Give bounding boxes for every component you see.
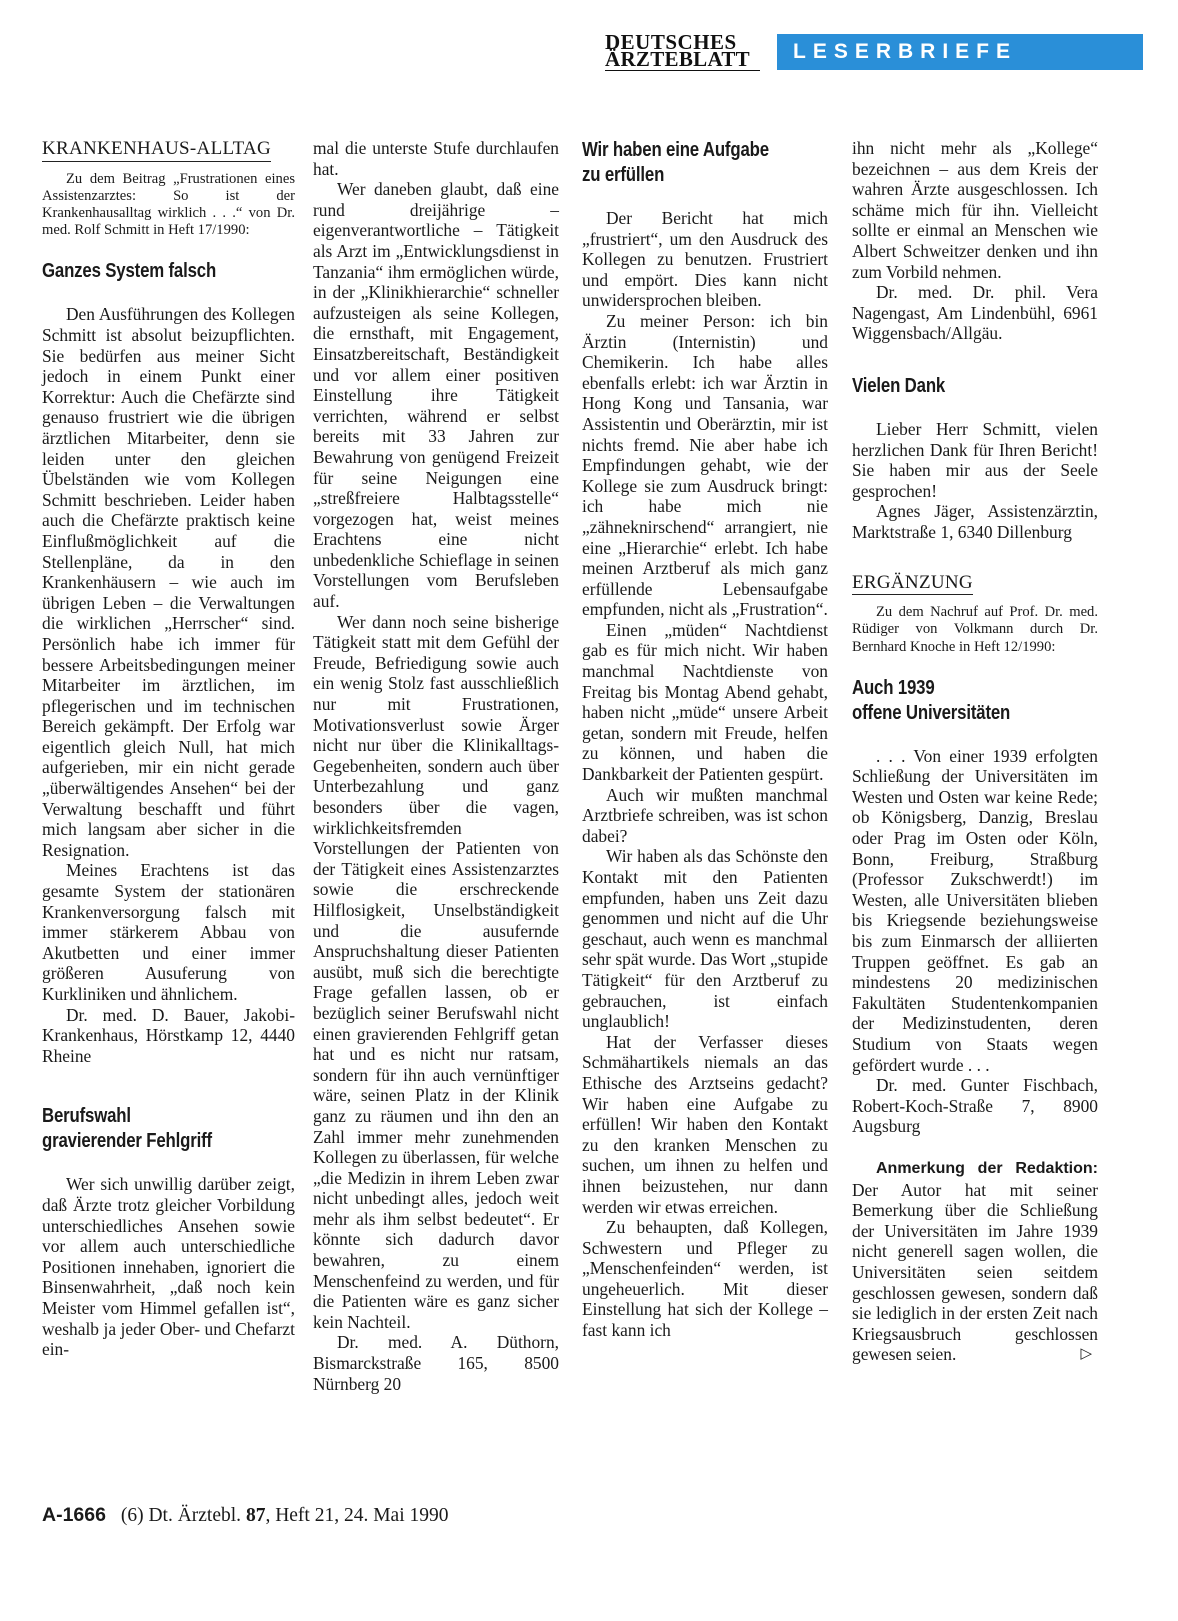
rubric-krankenhaus-alltag: KRANKENHAUS-ALLTAG: [42, 139, 271, 162]
citation-prefix: (6) Dt. Ärztebl.: [120, 1505, 242, 1526]
brand-rule: [605, 70, 760, 71]
citation-suffix: , Heft 21, 24. Mai 1990: [265, 1505, 449, 1526]
letter-paragraph: Wir haben als das Schönste den Kontakt mit den Patienten empfunden, haben uns Zeit dazu genommen und nicht auf die Uhr geschaut, auch wenn es manchmal sehr spät wurde. Das Wort „stupide Tätigkeit“ für den Arztberuf zu gebrauchen, ist einfach unglaublich!: [582, 846, 828, 1032]
letter-paragraph: Meines Erachtens ist das gesamte System der stationären Krankenversorgung falsch mit immer stärkerem Abbau von Akutbetten und einer immer größeren Ausuferung von Kurkliniken und ähnlichem.: [42, 860, 295, 1004]
letter-heading-auch-1939: [852, 676, 1059, 726]
brand-line-2: ÄRZTEBLATT: [605, 47, 750, 71]
page-number: A-1666: [42, 1504, 106, 1526]
heading-line-1: Berufswahl: [42, 1105, 131, 1128]
letter-paragraph: mal die unterste Stufe durchlaufen hat.: [313, 138, 559, 179]
letter-heading-berufswahl: [42, 1104, 255, 1154]
column-4: [852, 138, 1098, 1365]
brand-line-1: DEUTSCHES: [605, 30, 737, 54]
column-2: [313, 138, 559, 1394]
heading-line-2: offene Universitäten: [852, 701, 1011, 724]
continue-arrow-icon: ▷: [1080, 1346, 1092, 1363]
letter-heading-aufgabe: [582, 138, 789, 188]
heading-line-1: Wir haben eine Aufgabe: [582, 139, 769, 161]
letter-paragraph: Auch wir mußten manchmal Arztbriefe schreiben, was ist schon dabei?: [582, 784, 828, 846]
heading-line-2: gravierender Fehlgriff: [42, 1130, 212, 1153]
editorial-note: [852, 1157, 1098, 1365]
letter-heading-vielen-dank: Vielen Dank: [852, 374, 946, 397]
letter-signature: Dr. med. Gunter Fischbach, Robert-Koch-Straße 7, 8900 Augsburg: [852, 1075, 1098, 1137]
column-3: [582, 138, 828, 1341]
page-footer: [42, 1504, 449, 1527]
letter-paragraph: Zu meiner Person: ich bin Ärztin (Internistin) und Chemikerin. Ich habe alles ebenfalls erlebt: ich war Ärztin in Hong Kong und Tansania, war Assistentin und Oberärztin, mir ist nichts fremd. Nie aber habe ich Empfindungen gehabt, wie der Kollege sie zum Ausdruck bringt: ich habe mich nie „zähneknirschend“ arrangiert, nie eine „Hierarchie“ erlebt. Ich habe meinen Arztberuf als mich ganz erfüllende Lebensaufgabe empfunden, nicht als „Frustration“.: [582, 310, 828, 620]
article-reference: Zu dem Nachruf auf Prof. Dr. med. Rüdiger von Volkmann durch Dr. Bernhard Knoche in Heft 12/1990:: [852, 604, 1098, 655]
article-reference: Zu dem Beitrag „Frustrationen eines Assistenzarztes: So ist der Krankenhausalltag wirklich . . .“ von Dr. med. Rolf Schmitt in Heft 17/1990:: [42, 170, 295, 239]
letter-paragraph: Wer dann noch seine bisherige Tätigkeit statt mit dem Gefühl der Freude, Befriedigung sowie auch ein wenig Stolz fast ausschließlich nur mit Frustrationen, Motivationsverlust sowie Ärger nicht nur über die Klinikalltags-Gegebenheiten, sondern auch über Unterbezahlung und ganz besonders über die vagen, wirklichkeitsfremden Vorstellungen der Patienten von der Tätigkeit eines Assistenzarztes sowie die erschreckende Hilflosigkeit, Unselbständigkeit und die ausufernde Anspruchshaltung dieser Patienten ausübt, muß sich die berechtigte Frage gefallen lassen, ob er bezüglich seiner Berufswahl nicht einen gravierenden Fehlgriff getan hat und es nicht nur ratsam, sondern für ihn auch vernünftiger wäre, seinen Platz in der Klinik ganz zu räumen und ihn den an Zahl immer mehr zunehmenden Kollegen zu überlassen, für welche „die Medizin in ihrem Leben zwar nicht unbedingt alles, jedoch weit mehr als ihm selbst bedeutet“. Er könnte sich dadurch davor bewahren, zu einem Menschenfeind zu werden, und für die Patienten wäre es ganz sicher kein Nachteil.: [313, 611, 559, 1332]
letter-signature: Dr. med. Dr. phil. Vera Nagengast, Am Lindenbühl, 6961 Wiggensbach/Allgäu.: [852, 282, 1098, 344]
section-banner: LESERBRIEFE: [777, 34, 1143, 70]
letter-paragraph: Zu behaupten, daß Kollegen, Schwestern und Pfleger zu „Menschenfeinden“ werden, ist ungeheuerlich. Mit dieser Einstellung hat sich der Kollege – fast kann ich: [582, 1217, 828, 1341]
letter-heading-ganzes-system: Ganzes System falsch: [42, 260, 217, 283]
letter-paragraph: Einen „müden“ Nachtdienst gab es für mich nicht. Wir haben manchmal Nachtdienste von Freitag bis Montag Abend gehabt, haben nicht „müde“ unsere Arbeit getan, sondern mit Freude, helfen zu können, und haben die Dankbarkeit der Patienten gespürt.: [582, 619, 828, 785]
journal-logo: [605, 30, 775, 71]
letter-paragraph: Hat der Verfasser dieses Schmähartikels niemals an das Ethische des Arztseins gedacht? Wir haben eine Aufgabe zu erfüllen! Wir haben den Kontakt zu den kranken Menschen zu suchen, um ihnen zu helfen und ihnen beizustehen, nur dann werden wir etwas erreichen.: [582, 1031, 828, 1217]
letter-paragraph: Den Ausführungen des Kollegen Schmitt ist absolut beizupflichten. Sie bedürfen aus meiner Sicht jedoch in einem Punkt einer Korrektur: Auch die Chefärzte sind genauso frustriert wie die übrigen ärztlichen Mitarbeiter, denn sie leiden unter den gleichen Übelständen wie vom Kollegen Schmitt beschrieben. Leider haben auch die Chefärzte praktisch keine Einflußmöglichkeit auf die Stellenpläne, da in den Krankenhäusern – wie auch im übrigen Leben – die Verwaltungen die wirklichen „Herrscher“ sind. Persönlich habe ich immer für bessere Arbeitsbedingungen meiner Mitarbeiter im ärztlichen, im pflegerischen und im technischen Bereich gekämpft. Der Erfolg war eigentlich gleich Null, hat mich aufgerieben, mir ein nicht gerade „überwältigendes Ansehen“ bei der Verwaltung beschafft und führt mich langsam aber sicher in die Resignation.: [42, 304, 295, 860]
editorial-note-label: Anmerkung der Redaktion:: [876, 1159, 1098, 1177]
masthead: [605, 30, 1145, 74]
letter-signature: Dr. med. A. Düthorn, Bismarckstraße 165, 8500 Nürnberg 20: [313, 1332, 559, 1394]
letter-paragraph: . . . Von einer 1939 erfolgten Schließung der Universitäten im Westen und Osten war keine Rede; ob Königsberg, Danzig, Breslau oder Prag im Osten oder Köln, Bonn, Freiburg, Straßburg (Professor Zukschwerdt!) im Westen, alle Universitäten blieben bis Kriegsende beziehungsweise bis zum Einmarsch der alliierten Truppen geöffnet. Es gab an mindestens 20 medizinischen Fakultäten Studentenkompanien der Medizinstudenten, deren Studium von Staats wegen gefördert wurde . . .: [852, 745, 1098, 1075]
letter-paragraph: Wer sich unwillig darüber zeigt, daß Ärzte trotz gleicher Vorbildung unterschiedliches Ansehen sowie vor allem auch unterschiedliche Positionen innehaben, ignoriert die Binsenwahrheit, „daß noch kein Meister vom Himmel gefallen ist“, weshalb ja jeder Ober- und Chefarzt ein-: [42, 1174, 295, 1360]
column-1: [42, 138, 295, 1360]
heading-line-2: zu erfüllen: [582, 164, 665, 186]
letter-paragraph: Der Bericht hat mich „frustriert“, um den Ausdruck des Kollegen zu benutzen. Frustriert und empört. Dies kann nicht unwidersprochen bleiben.: [582, 208, 828, 311]
letter-signature: Dr. med. D. Bauer, Jakobi-Krankenhaus, Hörstkamp 12, 4440 Rheine: [42, 1004, 295, 1066]
letter-paragraph: ihn nicht mehr als „Kollege“ bezeichnen – aus dem Kreis der wahren Ärzte ausgeschlossen. Ich schäme mich für ihn. Vielleicht sollte er einmal an Menschen wie Albert Schweitzer denken und ihn zum Vorbild nehmen.: [852, 138, 1098, 282]
letter-paragraph: Lieber Herr Schmitt, vielen herzlichen Dank für Ihren Bericht! Sie haben mir aus der Seele gesprochen!: [852, 418, 1098, 501]
letter-paragraph: Wer daneben glaubt, daß eine rund dreijährige – eigenverantwortliche – Tätigkeit als Arzt im „Entwicklungsdienst in Tanzania“ ihm ermöglichen würde, in der „Klinikhierarchie“ schneller aufzusteigen als seine Kollegen, die ernsthaft, mit Engagement, Einsatzbereitschaft, Beständigkeit und vor allem einer positiven Einstellung ihre Tätigkeit verrichten, während er selbst bereits mit 33 Jahren zur Bewahrung von genügend Freizeit für seine Neigungen eine „streßfreiere Halbtagsstelle“ vorgezogen hat, weist meines Erachtens eine nicht unbedenkliche Schieflage in seinen Vorstellungen vom Berufsleben auf.: [313, 179, 559, 612]
citation-volume: 87: [245, 1505, 266, 1526]
editorial-note-text: Der Autor hat mit seiner Bemerkung über die Schließung der Universitäten im Jahre 1939 nicht generell sagen wollen, die Universitäten seien seitdem geschlossen gewesen, sondern daß sie lediglich in der ersten Zeit nach Kriegsausbruch geschlossen gewesen seien.: [852, 1179, 1098, 1365]
letter-signature: Agnes Jäger, Assistenzärztin, Marktstraße 1, 6340 Dillenburg: [852, 501, 1098, 542]
heading-line-1: Auch 1939: [852, 676, 935, 699]
rubric-ergaenzung: ERGÄNZUNG: [852, 573, 973, 596]
